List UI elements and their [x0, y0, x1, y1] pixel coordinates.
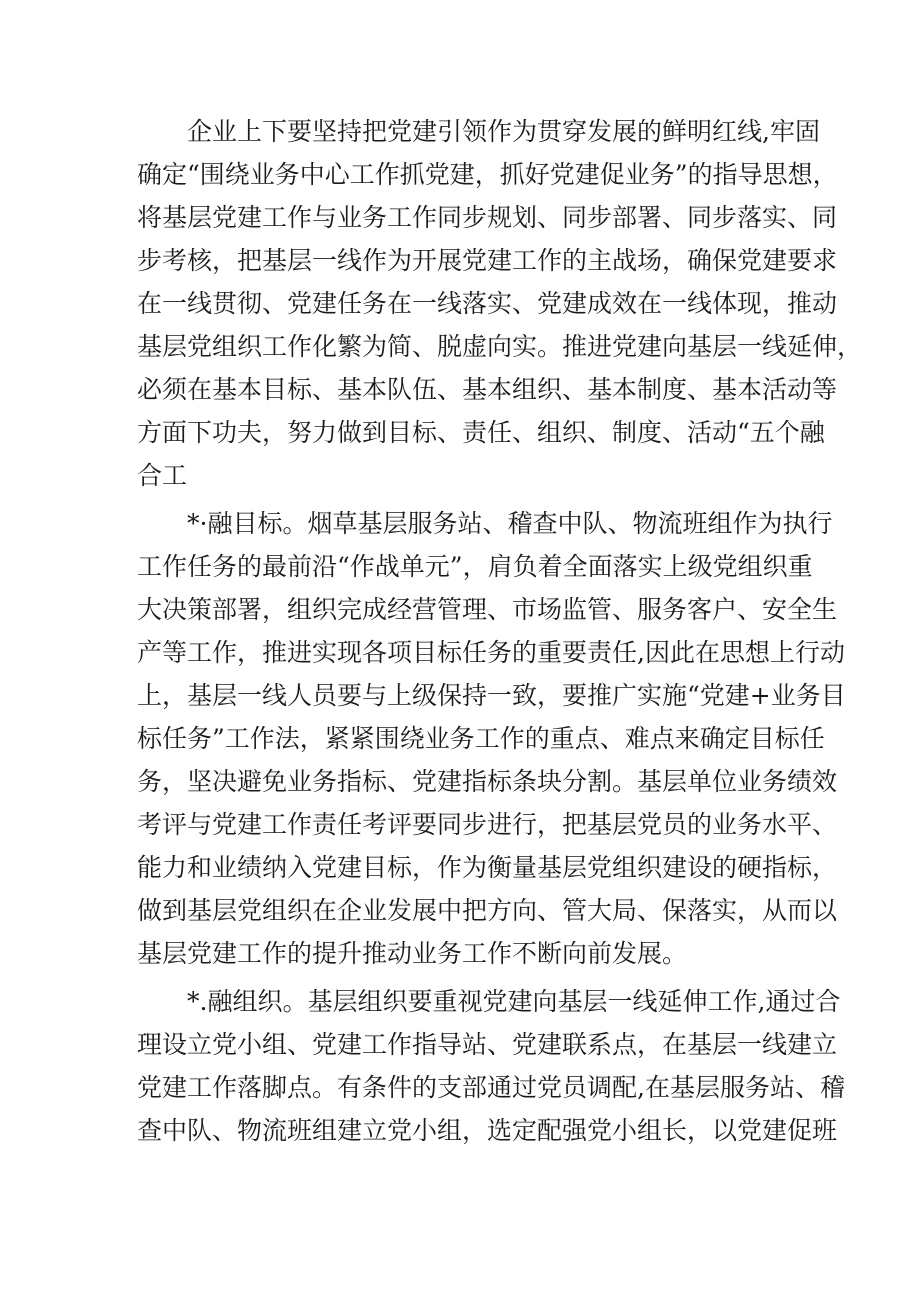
- paragraph-2-line-10: 做到基层党组织在企业发展中把方向、管大局、保落实，从而以: [137, 896, 838, 925]
- paragraph-3-line-2: 理设立党小组、党建工作指导站、党建联系点，在基层一线建立: [137, 1030, 838, 1059]
- paragraph-2-line-6: 标任务”工作法，紧紧围绕业务工作的重点、难点来确定目标任: [137, 724, 825, 753]
- paragraph-1-line-8: 方面下功夫，努力做到目标、责任、组织、制度、活动“五个融: [137, 418, 825, 447]
- paragraph-1-line-5: 在一线贯彻、党建任务在一线落实、党建成效在一线体现，推动: [137, 289, 838, 318]
- paragraph-1-line-6: 基层党组织工作化繁为简、脱虚向实。推进党建向基层一线延伸，: [137, 332, 863, 361]
- paragraph-2-line-4: 产等工作，推进实现各项目标任务的重要责任,因此在思想上行动: [137, 638, 845, 667]
- paragraph-3-line-4: 查中队、物流班组建立党小组，选定配强党小组长，以党建促班: [137, 1116, 838, 1145]
- paragraph-1-line-1: 企业上下要坚持把党建引领作为贯穿发展的鲜明红线,牢固: [187, 117, 820, 146]
- paragraph-2-line-1: *·融目标。烟草基层服务站、稽查中队、物流班组作为执行: [187, 509, 833, 538]
- paragraph-3-line-1: *.融组织。基层组织要重视党建向基层一线延伸工作,通过合: [187, 987, 841, 1016]
- paragraph-2-line-9: 能力和业绩纳入党建目标，作为衡量基层党组织建设的硬指标，: [137, 853, 838, 882]
- paragraph-1-line-4: 步考核，把基层一线作为开展党建工作的主战场，确保党建要求: [137, 246, 838, 275]
- paragraph-2-line-7: 务，坚决避免业务指标、党建指标条块分割。基层单位业务绩效: [137, 767, 838, 796]
- paragraph-1-line-7: 必须在基本目标、基本队伍、基本组织、基本制度、基本活动等: [137, 375, 838, 404]
- paragraph-1-line-9: 合工: [137, 461, 188, 490]
- paragraph-2-line-5: 上，基层一线人员要与上级保持一致，要推广实施“党建+业务目: [137, 681, 846, 710]
- paragraph-2-line-11: 基层党建工作的提升推动业务工作不断向前发展。: [137, 939, 688, 968]
- paragraph-3-line-3: 党建工作落脚点。有条件的支部通过党员调配,在基层服务站、稽: [137, 1073, 845, 1102]
- paragraph-2-line-3: 大决策部署，组织完成经营管理、市场监管、服务客户、安全生: [137, 595, 838, 624]
- paragraph-2-line-2: 工作任务的最前沿“作战单元”，肩负着全面落实上级党组织重: [137, 552, 813, 581]
- paragraph-2-line-8: 考评与党建工作责任考评要同步进行，把基层党员的业务水平、: [137, 810, 838, 839]
- paragraph-1-line-3: 将基层党建工作与业务工作同步规划、同步部署、同步落实、同: [137, 203, 838, 232]
- paragraph-1-line-2: 确定“围绕业务中心工作抓党建，抓好党建促业务”的指导思想，: [137, 160, 838, 189]
